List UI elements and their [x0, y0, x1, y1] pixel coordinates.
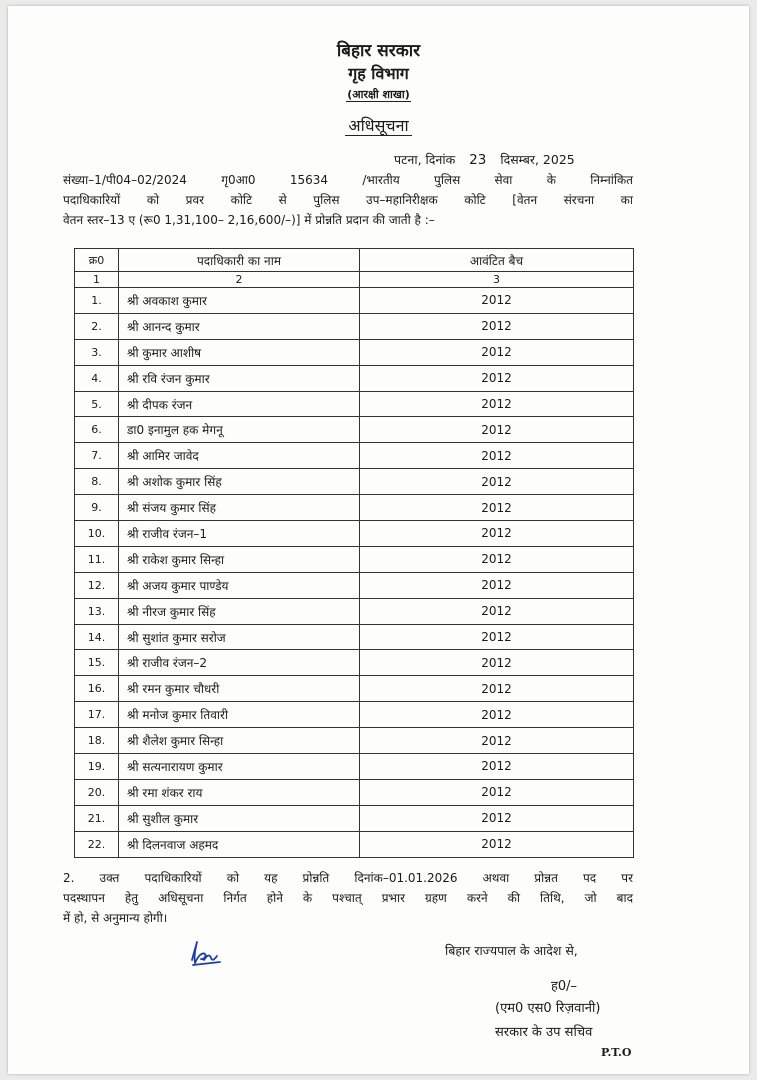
- batch-cell: 2012: [360, 728, 634, 754]
- table-row: [75, 546, 634, 572]
- serial-cell: 15.: [75, 650, 119, 676]
- table-row: [75, 831, 634, 857]
- table-row: [75, 417, 634, 443]
- batch-cell: 2012: [360, 417, 634, 443]
- batch-cell: 2012: [360, 546, 634, 572]
- date-place: पटना, दिनांक: [394, 152, 456, 167]
- officer-name: (एम0 एस0 रिज़वानी): [495, 1001, 601, 1016]
- batch-cell: 2012: [360, 624, 634, 650]
- table-row: [75, 339, 634, 365]
- branch-title: (आरक्षी शाखा): [347, 88, 410, 101]
- table-row: [75, 728, 634, 754]
- serial-cell: 3.: [75, 339, 119, 365]
- notification-page: [8, 6, 749, 1074]
- condition-line: 2. उक्त पदाधिकारियों को यह प्रोन्नति दिनांक–01.01.2026 अथवा प्रोन्नत पद पर: [63, 871, 633, 885]
- serial-cell: 6.: [75, 417, 119, 443]
- serial-cell: 16.: [75, 676, 119, 702]
- table-row: [75, 443, 634, 469]
- table-row: [75, 288, 634, 314]
- batch-cell: 2012: [360, 339, 634, 365]
- table-row: [75, 624, 634, 650]
- column-number: 2: [119, 272, 360, 288]
- intro-paragraph: [63, 170, 633, 230]
- name-cell: श्री सुशील कुमार: [119, 805, 360, 831]
- name-cell: श्री अशोक कुमार सिंह: [119, 469, 360, 495]
- date-day: 23: [469, 152, 487, 168]
- batch-cell: 2012: [360, 702, 634, 728]
- table-row: [75, 598, 634, 624]
- table-row: [75, 365, 634, 391]
- column-number: 1: [75, 272, 119, 288]
- column-number: 3: [360, 272, 634, 288]
- name-cell: श्री नीरज कुमार सिंह: [119, 598, 360, 624]
- serial-cell: 14.: [75, 624, 119, 650]
- table-row: [75, 313, 634, 339]
- name-cell: श्री दीपक रंजन: [119, 391, 360, 417]
- batch-cell: 2012: [360, 521, 634, 547]
- table-row: [75, 676, 634, 702]
- signed-mark: ह0/–: [551, 979, 578, 994]
- batch-cell: 2012: [360, 779, 634, 805]
- table-row: [75, 702, 634, 728]
- serial-cell: 20.: [75, 779, 119, 805]
- serial-cell: 17.: [75, 702, 119, 728]
- name-cell: श्री रमा शंकर राय: [119, 779, 360, 805]
- serial-cell: 1.: [75, 288, 119, 314]
- batch-cell: 2012: [360, 443, 634, 469]
- batch-cell: 2012: [360, 650, 634, 676]
- serial-cell: 8.: [75, 469, 119, 495]
- batch-cell: 2012: [360, 469, 634, 495]
- handwritten-signature: [186, 938, 226, 968]
- batch-cell: 2012: [360, 288, 634, 314]
- batch-cell: 2012: [360, 572, 634, 598]
- serial-cell: 4.: [75, 365, 119, 391]
- intro-line: पदाधिकारियों को प्रवर कोटि से पुलिस उप–महानिरीक्षक कोटि [वेतन संरचना का: [63, 193, 633, 207]
- date-month-year: दिसम्बर, 2025: [500, 152, 575, 167]
- intro-line: वेतन स्तर–13 ए (रू0 1,31,100– 2,16,600/–)] में प्रोन्नति प्रदान की जाती है :–: [63, 213, 435, 227]
- government-title: बिहार सरकार: [336, 41, 421, 61]
- batch-cell: 2012: [360, 391, 634, 417]
- serial-cell: 19.: [75, 754, 119, 780]
- name-cell: श्री सत्यनारायण कुमार: [119, 754, 360, 780]
- condition-line: पदस्थापन हेतु अधिसूचना निर्गत होने के पश्चात् प्रभार ग्रहण करने की तिथि, जो बाद: [63, 891, 633, 905]
- serial-cell: 5.: [75, 391, 119, 417]
- serial-cell: 10.: [75, 521, 119, 547]
- name-cell: डा0 इनामुल हक मेगनू: [119, 417, 360, 443]
- name-cell: श्री संजय कुमार सिंह: [119, 495, 360, 521]
- batch-cell: 2012: [360, 598, 634, 624]
- table-row: [75, 495, 634, 521]
- name-cell: श्री कुमार आशीष: [119, 339, 360, 365]
- batch-cell: 2012: [360, 805, 634, 831]
- pto-mark: P.T.O: [601, 1046, 632, 1059]
- name-cell: श्री रवि रंजन कुमार: [119, 365, 360, 391]
- officer-designation: सरकार के उप सचिव: [495, 1025, 593, 1040]
- header-batch: आवंटित बैच: [360, 249, 634, 272]
- name-cell: श्री मनोज कुमार तिवारी: [119, 702, 360, 728]
- table-row: [75, 391, 634, 417]
- table-row: [75, 779, 634, 805]
- name-cell: श्री शैलेश कुमार सिन्हा: [119, 728, 360, 754]
- serial-cell: 7.: [75, 443, 119, 469]
- column-number-row: [75, 272, 634, 288]
- serial-cell: 13.: [75, 598, 119, 624]
- date-line: [394, 151, 575, 168]
- table-row: [75, 469, 634, 495]
- department-title: गृह विभाग: [348, 64, 409, 83]
- batch-cell: 2012: [360, 676, 634, 702]
- intro-line: संख्या–1/पी04–02/2024 गृ0आ0 15634 /भारतीय पुलिस सेवा के निम्नांकित: [63, 173, 633, 187]
- header-serial: क्र0: [75, 249, 119, 272]
- name-cell: श्री राजीव रंजन–2: [119, 650, 360, 676]
- condition-line: में हो, से अनुमान्य होगी।: [63, 911, 168, 925]
- table-row: [75, 650, 634, 676]
- table-row: [75, 754, 634, 780]
- serial-cell: 11.: [75, 546, 119, 572]
- name-cell: श्री राजीव रंजन–1: [119, 521, 360, 547]
- name-cell: श्री अजय कुमार पाण्डेय: [119, 572, 360, 598]
- serial-cell: 21.: [75, 805, 119, 831]
- name-cell: श्री राकेश कुमार सिन्हा: [119, 546, 360, 572]
- name-cell: श्री आमिर जावेद: [119, 443, 360, 469]
- condition-paragraph: [63, 868, 633, 928]
- serial-cell: 2.: [75, 313, 119, 339]
- batch-cell: 2012: [360, 313, 634, 339]
- name-cell: श्री दिलनवाज अहमद: [119, 831, 360, 857]
- header-name: पदाधिकारी का नाम: [119, 249, 360, 272]
- name-cell: श्री रमन कुमार चौधरी: [119, 676, 360, 702]
- name-cell: श्री सुशांत कुमार सरोज: [119, 624, 360, 650]
- serial-cell: 9.: [75, 495, 119, 521]
- table-row: [75, 805, 634, 831]
- batch-cell: 2012: [360, 754, 634, 780]
- table-header-row: [75, 249, 634, 272]
- serial-cell: 22.: [75, 831, 119, 857]
- promotion-table: [74, 248, 634, 858]
- order-line: बिहार राज्यपाल के आदेश से,: [445, 943, 578, 958]
- table-row: [75, 572, 634, 598]
- batch-cell: 2012: [360, 831, 634, 857]
- batch-cell: 2012: [360, 365, 634, 391]
- serial-cell: 12.: [75, 572, 119, 598]
- batch-cell: 2012: [360, 495, 634, 521]
- serial-cell: 18.: [75, 728, 119, 754]
- notification-heading: अधिसूचना: [345, 116, 411, 136]
- name-cell: श्री आनन्द कुमार: [119, 313, 360, 339]
- name-cell: श्री अवकाश कुमार: [119, 288, 360, 314]
- table-row: [75, 521, 634, 547]
